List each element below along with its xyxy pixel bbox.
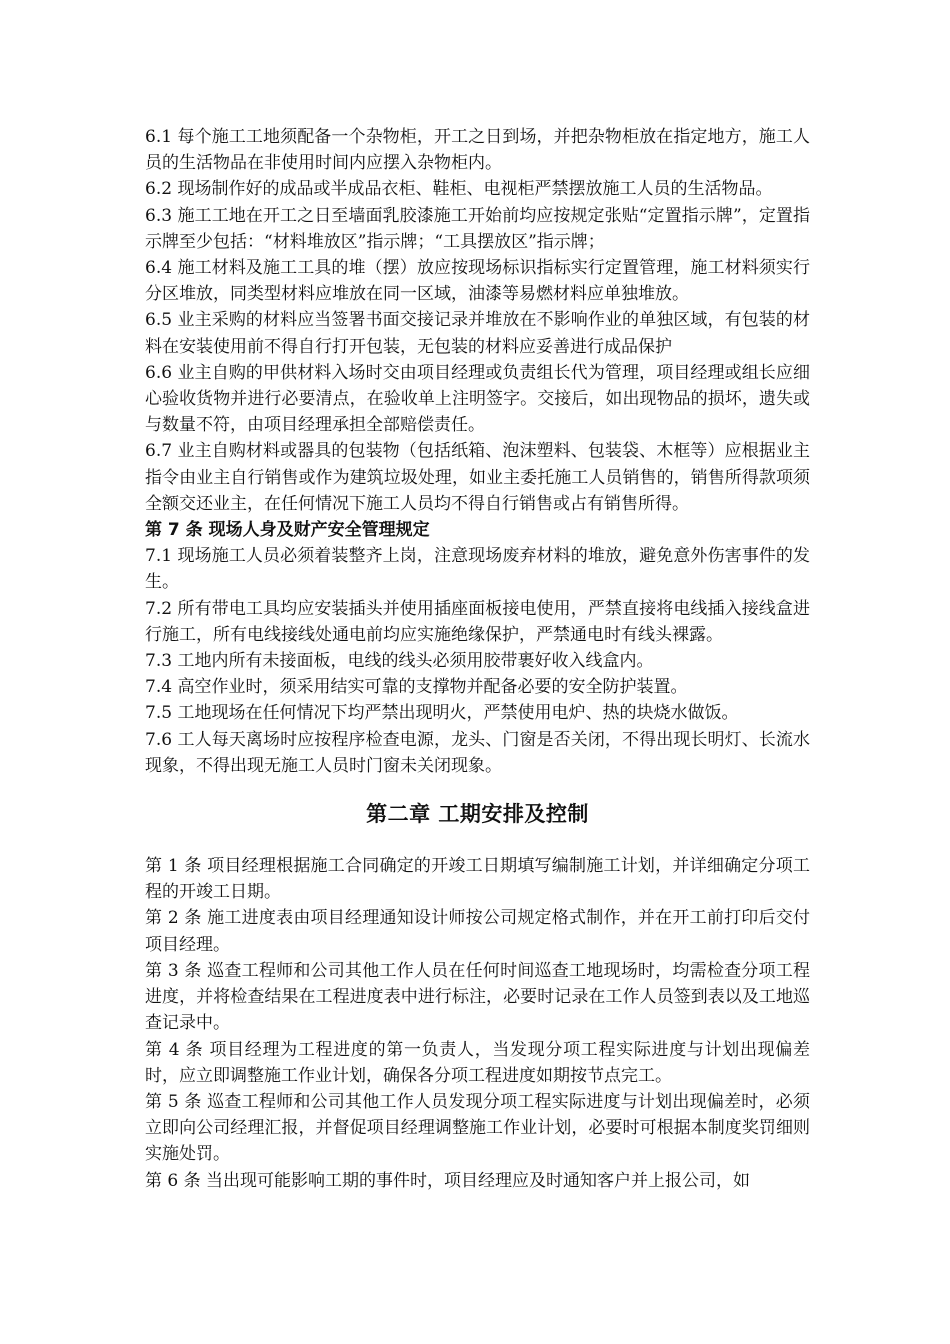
chapter2-article-5: 第 5 条 巡查工程师和公司其他工作人员发现分项工程实际进度与计划出现偏差时，必须立即向公司经理汇报，并督促项目经理调整施工作业计划，必要时可根据本制度奖罚细则实施处罚。 xyxy=(145,1091,810,1165)
clause-6-5: 6.5 业主采购的材料应当签署书面交接记录并堆放在不影响作业的单独区域，有包装的材料在安装使用前不得自行打开包装，无包装的材料应妥善进行成品保护 xyxy=(145,310,810,357)
chapter2-article-6: 第 6 条 当出现可能影响工期的事件时，项目经理应及时通知客户并上报公司，如 xyxy=(145,1170,751,1191)
clause-7-3: 7.3 工地内所有未接面板，电线的线头必须用胶带裹好收入线盒内。 xyxy=(145,651,654,672)
chapter2-article-2: 第 2 条 施工进度表由项目经理通知设计师按公司规定格式制作，并在开工前打印后交付项目经理。 xyxy=(145,908,810,955)
clause-7-4: 7.4 高空作业时，须采用结实可靠的支撑物并配备必要的安全防护装置。 xyxy=(145,677,688,698)
clause-7-2: 7.2 所有带电工具均应安装插头并使用插座面板接电使用，严禁直接将电线插入接线盒进行施工，所有电线接线处通电前均应实施绝缘保护，严禁通电时有线头裸露。 xyxy=(145,598,810,645)
clause-6-1: 6.1 每个施工工地须配备一个杂物柜，开工之日到场，并把杂物柜放在指定地方，施工人员的生活物品在非使用时间内应摆入杂物柜内。 xyxy=(145,127,810,174)
clause-7-6: 7.6 工人每天离场时应按程序检查电源，龙头、门窗是否关闭，不得出现长明灯、长流水现象，不得出现无施工人员时门窗未关闭现象。 xyxy=(145,729,810,776)
chapter2-article-1: 第 1 条 项目经理根据施工合同确定的开竣工日期填写编制施工计划，并详细确定分项工程的开竣工日期。 xyxy=(145,856,810,903)
clause-6-4: 6.4 施工材料及施工工具的堆（摆）放应按现场标识指标实行定置管理，施工材料须实行分区堆放，同类型材料应堆放在同一区域，油漆等易燃材料应单独堆放。 xyxy=(145,258,810,305)
chapter2-article-3: 第 3 条 巡查工程师和公司其他工作人员在任何时间巡查工地现场时，均需检查分项工程进度，并将检查结果在工程进度表中进行标注，必要时记录在工作人员签到表以及工地巡查记录中。 xyxy=(145,960,810,1034)
clause-6-3: 6.3 施工工地在开工之日至墙面乳胶漆施工开始前均应按规定张贴“定置指示牌”，定置指示牌至少包括：“材料堆放区”指示牌；“工具摆放区”指示牌； xyxy=(145,205,810,252)
chapter-title: 第二章 工期安排及控制 xyxy=(366,802,589,827)
chapter2-article-4: 第 4 条 项目经理为工程进度的第一负责人，当发现分项工程实际进度与计划出现偏差时，应立即调整施工作业计划，确保各分项工程进度如期按节点完工。 xyxy=(145,1039,810,1086)
clause-7-1: 7.1 现场施工人员必须着装整齐上岗，注意现场废弃材料的堆放，避免意外伤害事件的发生。 xyxy=(145,546,810,593)
clause-6-7: 6.7 业主自购材料或器具的包装物（包括纸箱、泡沫塑料、包装袋、木框等）应根据业主指令由业主自行销售或作为建筑垃圾处理，如业主委托施工人员销售的，销售所得款项须全额交还业主，在任何情况下施工人员均不得自行销售或占有销售所得。 xyxy=(145,441,810,514)
article-7-heading: 第 7 条 现场人身及财产安全管理规定 xyxy=(145,520,430,541)
clause-6-2: 6.2 现场制作好的成品或半成品衣柜、鞋柜、电视柜严禁摆放施工人员的生活物品。 xyxy=(145,179,773,200)
document-body xyxy=(145,124,810,1194)
clause-7-5: 7.5 工地现场在任何情况下均严禁出现明火，严禁使用电炉、热的块烧水做饭。 xyxy=(145,703,739,724)
clause-6-6: 6.6 业主自购的甲供材料入场时交由项目经理或负责组长代为管理，项目经理或组长应细心验收货物并进行必要清点，在验收单上注明签字。交接后，如出现物品的损坏，遗失或与数量不符，由项目经理承担全部赔偿责任。 xyxy=(145,362,810,436)
